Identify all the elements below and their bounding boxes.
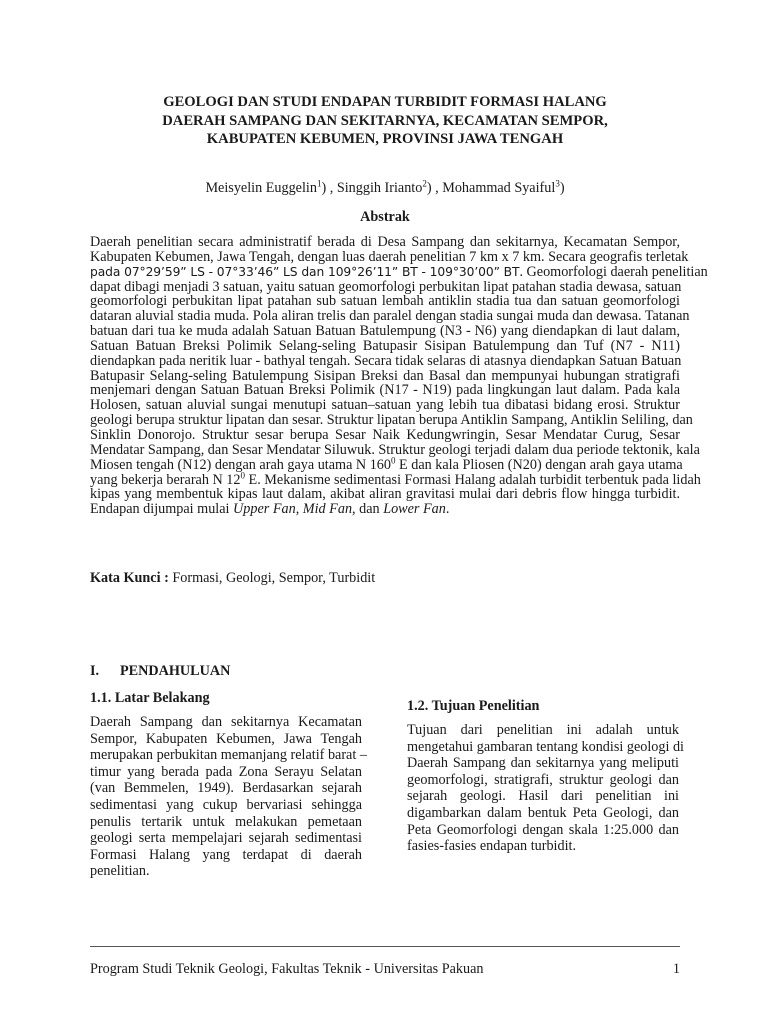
abstract-line: dataran aluvial stadia muda. Pola aliran trelis dan paralel dengan stadia sungai muda dan dewasa. Tatanan [90, 308, 690, 325]
abstract-line: menjemari dengan Satuan Batuan Breksi Polimik (N17 - N19) pada lingkungan laut dalam. Pada kala [90, 382, 680, 399]
author-affiliation: 2 [422, 178, 427, 189]
abstract-line: Batupasir Selang-seling Batulempung Sisipan Breksi dan Basal dan mempunyai hubungan stratigrafi [90, 367, 680, 384]
abstract-line: yang bekerja berarah N $12^0$ E. Mekanisme sedimentasi Formasi Halang adalah turbidit terbentuk pada lidah [90, 469, 701, 488]
title-line: DAERAH SAMPANG DAN SEKITARNYA, KECAMATAN SEMPOR, [162, 112, 608, 129]
section-heading [90, 663, 230, 680]
author-name: Mohammad Syaiful [442, 180, 556, 196]
title-line: GEOLOGI DAN STUDI ENDAPAN TURBIDIT FORMASI HALANG [163, 94, 607, 110]
subsection-heading-right: 1.2. Tujuan Penelitian [407, 698, 540, 714]
paragraph-line: Formasi Halang yang terdapat di daerah [90, 846, 362, 863]
title-line: KABUPATEN KEBUMEN, PROVINSI JAWA TENGAH [206, 131, 564, 147]
abstract-line: geomorfologi perbukitan lipat patahan sub satuan lembah antiklin stadia tua dan satuan geomorfologi [90, 293, 680, 310]
paragraph-line: merupakan perbukitan memanjang relatif barat – [90, 747, 367, 764]
italic-term: Upper Fan [233, 501, 296, 518]
paragraph-line: geologi serta mempelajari sejarah sedimentasi [90, 830, 362, 847]
abstract-line: Satuan Batuan Breksi Polimik Selang-seling Batupasir Sisipan Batulempung dan Tuf (N7 - N11) [90, 337, 680, 354]
author-list: Meisyelin Euggelin$^1$) , Singgih Irianto$^2$) , Mohammad Syaiful$^3$) [205, 178, 565, 196]
paragraph-line: timur yang berada pada Zona Serayu Selatan [90, 763, 362, 780]
abstract-body [90, 234, 708, 518]
abstract-line: Kabupaten Kebumen, Jawa Tengah, dengan luas daerah penelitian 7 km x 7 km. Secara geografis terletak [90, 248, 689, 265]
paragraph-line: penelitian. [90, 863, 150, 880]
paragraph-line: sejarah geologi. Hasil dari penelitian ini [407, 788, 679, 805]
section-title: PENDAHULUAN [120, 663, 231, 679]
paragraph-line: digambarkan dalam bentuk Peta Geologi, dan [407, 804, 679, 821]
column-right-text [407, 722, 684, 855]
author-name: Meisyelin Euggelin [205, 180, 317, 196]
abstract-heading: Abstrak [360, 209, 410, 225]
paragraph-line: (van Bemmelen, 1949). Berdasarkan sejarah [90, 780, 362, 797]
footer-institution: Program Studi Teknik Geologi, Fakultas Teknik - Universitas Pakuan [90, 961, 484, 977]
abstract-line: pada 07°29’59” LS - 07°33’46” LS dan 109°26’11” BT - 109°30’00” BT. Geomorfologi daerah penelitian [90, 263, 708, 280]
paragraph-line: Tujuan dari penelitian ini adalah untuk [407, 722, 679, 738]
italic-term: Mid Fan [302, 501, 353, 518]
abstract-line: Daerah penelitian secara administratif berada di Desa Sampang dan sekitarnya, Kecamatan Sempor, [90, 234, 680, 250]
paragraph-line: Daerah Sampang dan sekitarnya yang meliputi [407, 755, 679, 772]
subsection-heading-left: 1.1. Latar Belakang [90, 690, 210, 706]
abstract-line: dapat dibagi menjadi 3 satuan, yaitu satuan geomorfologi perbukitan lipat patahan stadia dewasa, satuan [90, 278, 682, 295]
paper-title [90, 93, 680, 149]
author-affiliation: 1 [316, 178, 322, 189]
paragraph-line: Daerah Sampang dan sekitarnya Kecamatan [90, 714, 362, 730]
abstract-line: Mendatar Sampang, dan Sesar Mendatar Siluwuk. Struktur geologi terjadi dalam dua periode tektonik, kala [90, 441, 700, 458]
abstract-line: Holosen, satuan aluvial sungai menutupi satuan–satuan yang lebih tua dibatasi bidang erosi. Struktur [90, 397, 680, 414]
keywords-text: Formasi, Geologi, Sempor, Turbidit [168, 570, 376, 586]
abstract-line: kipas yang membentuk kipas laut dalam, akibat aliran gravitasi mulai dari debris flow hingga turbidit. [90, 486, 680, 503]
author-affiliation: 3 [555, 178, 560, 189]
italic-term: Lower Fan [383, 501, 446, 518]
paragraph-line: geomorfologi, stratigrafi, struktur geologi dan [407, 771, 679, 788]
keywords-label: Kata Kunci : [90, 570, 169, 586]
abstract-line: batuan dari tua ke muda adalah Satuan Batuan Batulempung (N3 - N6) yang diendapkan di laut dalam, [90, 323, 680, 340]
keywords [90, 569, 680, 587]
paragraph-line: penulis tertarik untuk melakukan pemetaan [90, 813, 362, 830]
paragraph-line: Peta Geomorfologi dengan skala 1:25.000 dan [407, 821, 679, 838]
abstract-line: Sinklin Donorojo. Struktur sesar berupa Sesar Naik Kedungwringin, Sesar Mendatar Curug, Sesar [90, 426, 680, 443]
author-name: Singgih Irianto [336, 180, 423, 196]
footer-divider [90, 946, 680, 947]
paragraph-line: sedimentasi yang cukup bervariasi sehingga [90, 796, 362, 813]
paragraph-line: fasies-fasies endapan turbidit. [407, 838, 577, 855]
abstract-line: Endapan dijumpai mulai Upper Fan, Mid Fan, dan Lower Fan. [90, 501, 450, 518]
abstract-line: diendapkan pada neritik luar - bathyal tengah. Secara tidak selaras di atasnya diendapkan Satuan Batuan [90, 352, 682, 369]
section-number: I. [90, 663, 100, 679]
page-number: 1 [672, 961, 680, 977]
abstract-line: Miosen tengah (N12) dengan arah gaya utama N $160^0$ E dan kala Pliosen (N20) dengan arah gaya utama [90, 454, 683, 473]
coordinates-text: pada 07°29’59” LS - 07°33’46” LS dan 109°26’11” BT - 109°30’00” BT [90, 264, 520, 279]
paragraph-line: Sempor, Kabupaten Kebumen, Jawa Tengah [90, 730, 362, 747]
paragraph-line: mengetahui gambaran tentang kondisi geologi di [407, 738, 684, 755]
column-left-text [90, 714, 367, 880]
abstract-line: geologi berupa struktur lipatan dan sesar. Struktur lipatan berupa Antiklin Sampang, Antiklin Seliling, dan [90, 412, 693, 429]
